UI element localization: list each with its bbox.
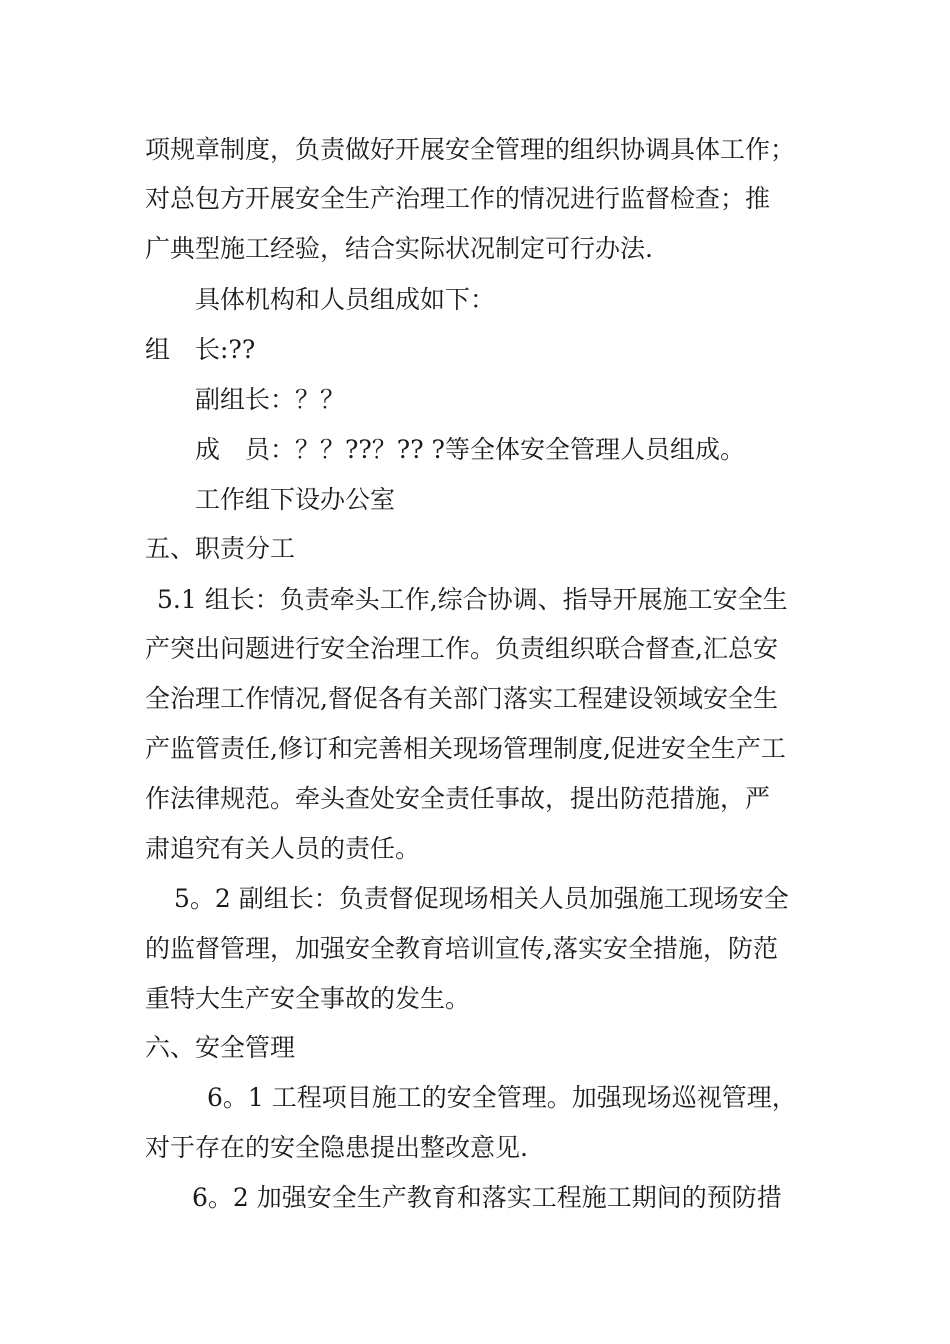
text-line: 重特大生产安全事故的发生。 (145, 984, 471, 1013)
text-line: 6。2 加强安全生产教育和落实工程施工期间的预防措 (192, 1183, 782, 1212)
text-line: 产监管责任,修订和完善相关现场管理制度,促进安全生产工 (145, 734, 786, 763)
text-line: 产突出问题进行安全治理工作。负责组织联合督查,汇总安 (145, 634, 778, 663)
text-line: 广典型施工经验，结合实际状况制定可行办法. (145, 234, 653, 263)
section-heading: 五、职责分工 (145, 534, 296, 563)
text-line: 组 长:?? (145, 335, 256, 364)
text-line: 的监督管理，加强安全教育培训宣传,落实安全措施，防范 (145, 934, 778, 963)
text-line: 肃追究有关人员的责任。 (145, 834, 421, 863)
section-heading: 六、安全管理 (145, 1033, 296, 1062)
text-line: 6。1 工程项目施工的安全管理。加强现场巡视管理， (207, 1083, 797, 1112)
text-line: 副组长：？？ (195, 385, 346, 414)
text-line: 对总包方开展安全生产治理工作的情况进行监督检查；推 (145, 184, 771, 213)
text-line: 5.1 组长：负责牵头工作,综合协调、指导开展施工安全生 (157, 585, 788, 614)
text-line: 全治理工作情况,督促各有关部门落实工程建设领域安全生 (145, 684, 778, 713)
text-line: 作法律规范。牵头查处安全责任事故，提出防范措施，严 (145, 784, 771, 813)
text-line: 对于存在的安全隐患提出整改意见. (145, 1133, 528, 1162)
text-line: 具体机构和人员组成如下： (195, 285, 496, 314)
text-line: 5。2 副组长：负责督促现场相关人员加强施工现场安全 (174, 884, 789, 913)
text-line: 项规章制度，负责做好开展安全管理的组织协调具体工作； (145, 135, 796, 164)
text-line: 成 员：？？??？?? ?等全体安全管理人员组成。 (195, 435, 745, 464)
text-line: 工作组下设办公室 (195, 485, 396, 514)
